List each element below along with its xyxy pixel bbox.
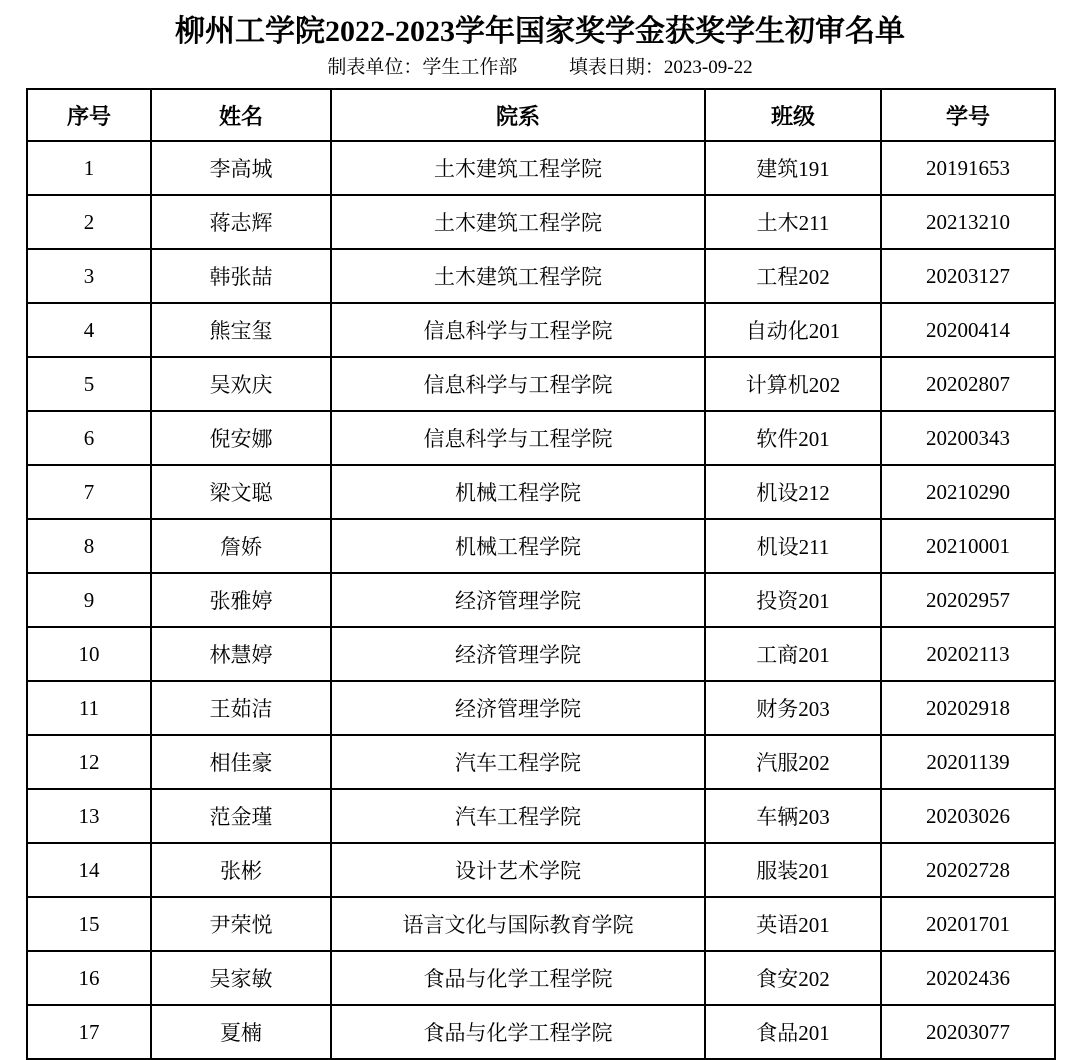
cell-name: 倪安娜 xyxy=(151,411,331,465)
cell-student-id: 20203127 xyxy=(881,249,1055,303)
cell-class: 英语201 xyxy=(705,897,881,951)
cell-department: 汽车工程学院 xyxy=(331,789,705,843)
table-row xyxy=(27,357,1055,411)
table-row xyxy=(27,897,1055,951)
award-roster-table xyxy=(26,88,1056,1060)
cell-name: 吴家敏 xyxy=(151,951,331,1005)
cell-student-id: 20201139 xyxy=(881,735,1055,789)
cell-student-id: 20203026 xyxy=(881,789,1055,843)
table-row xyxy=(27,789,1055,843)
cell-class: 投资201 xyxy=(705,573,881,627)
cell-student-id: 20200343 xyxy=(881,411,1055,465)
table-row xyxy=(27,573,1055,627)
table-header xyxy=(27,89,1055,141)
cell-class: 建筑191 xyxy=(705,141,881,195)
cell-department: 汽车工程学院 xyxy=(331,735,705,789)
table-body xyxy=(27,141,1055,1059)
cell-index: 6 xyxy=(27,411,151,465)
table-row xyxy=(27,1005,1055,1059)
table-row xyxy=(27,735,1055,789)
table-row xyxy=(27,303,1055,357)
cell-department: 土木建筑工程学院 xyxy=(331,195,705,249)
cell-class: 服装201 xyxy=(705,843,881,897)
cell-name: 梁文聪 xyxy=(151,465,331,519)
cell-index: 5 xyxy=(27,357,151,411)
cell-name: 李高城 xyxy=(151,141,331,195)
cell-index: 9 xyxy=(27,573,151,627)
cell-student-id: 20202436 xyxy=(881,951,1055,1005)
cell-index: 4 xyxy=(27,303,151,357)
cell-name: 范金瑾 xyxy=(151,789,331,843)
cell-name: 张彬 xyxy=(151,843,331,897)
cell-class: 机设211 xyxy=(705,519,881,573)
cell-name: 尹荣悦 xyxy=(151,897,331,951)
document-meta xyxy=(26,54,1054,82)
cell-student-id: 20203077 xyxy=(881,1005,1055,1059)
cell-student-id: 20210290 xyxy=(881,465,1055,519)
cell-class: 土木211 xyxy=(705,195,881,249)
cell-index: 15 xyxy=(27,897,151,951)
cell-student-id: 20202113 xyxy=(881,627,1055,681)
column-header-student-id: 学号 xyxy=(881,89,1055,141)
cell-name: 夏楠 xyxy=(151,1005,331,1059)
cell-department: 土木建筑工程学院 xyxy=(331,141,705,195)
cell-student-id: 20202957 xyxy=(881,573,1055,627)
cell-class: 食品201 xyxy=(705,1005,881,1059)
table-row xyxy=(27,951,1055,1005)
cell-department: 语言文化与国际教育学院 xyxy=(331,897,705,951)
cell-department: 经济管理学院 xyxy=(331,627,705,681)
table-row xyxy=(27,249,1055,303)
cell-department: 信息科学与工程学院 xyxy=(331,357,705,411)
table-row xyxy=(27,411,1055,465)
column-header-class: 班级 xyxy=(705,89,881,141)
cell-department: 机械工程学院 xyxy=(331,465,705,519)
cell-department: 食品与化学工程学院 xyxy=(331,1005,705,1059)
cell-name: 相佳豪 xyxy=(151,735,331,789)
page-title: 柳州工学院2022-2023学年国家奖学金获奖学生初审名单 xyxy=(175,15,905,48)
cell-department: 经济管理学院 xyxy=(331,681,705,735)
cell-student-id: 20202918 xyxy=(881,681,1055,735)
cell-department: 信息科学与工程学院 xyxy=(331,411,705,465)
table-row xyxy=(27,141,1055,195)
cell-name: 韩张喆 xyxy=(151,249,331,303)
cell-name: 熊宝玺 xyxy=(151,303,331,357)
cell-class: 工程202 xyxy=(705,249,881,303)
cell-class: 食安202 xyxy=(705,951,881,1005)
column-header-index: 序号 xyxy=(27,89,151,141)
cell-index: 14 xyxy=(27,843,151,897)
meta-unit: 制表单位：学生工作部 xyxy=(327,57,518,78)
cell-student-id: 20210001 xyxy=(881,519,1055,573)
cell-student-id: 20202807 xyxy=(881,357,1055,411)
cell-student-id: 20201701 xyxy=(881,897,1055,951)
cell-class: 汽服202 xyxy=(705,735,881,789)
cell-student-id: 20213210 xyxy=(881,195,1055,249)
cell-index: 2 xyxy=(27,195,151,249)
cell-index: 13 xyxy=(27,789,151,843)
cell-department: 设计艺术学院 xyxy=(331,843,705,897)
table-row xyxy=(27,195,1055,249)
cell-name: 张雅婷 xyxy=(151,573,331,627)
cell-student-id: 20200414 xyxy=(881,303,1055,357)
table-row xyxy=(27,519,1055,573)
cell-name: 吴欢庆 xyxy=(151,357,331,411)
cell-department: 土木建筑工程学院 xyxy=(331,249,705,303)
column-header-name: 姓名 xyxy=(151,89,331,141)
cell-student-id: 20202728 xyxy=(881,843,1055,897)
meta-date: 填表日期：2023-09-22 xyxy=(568,57,753,78)
cell-class: 机设212 xyxy=(705,465,881,519)
cell-department: 机械工程学院 xyxy=(331,519,705,573)
table-row xyxy=(27,465,1055,519)
cell-index: 7 xyxy=(27,465,151,519)
cell-name: 林慧婷 xyxy=(151,627,331,681)
table-row xyxy=(27,627,1055,681)
cell-department: 经济管理学院 xyxy=(331,573,705,627)
cell-class: 自动化201 xyxy=(705,303,881,357)
cell-index: 17 xyxy=(27,1005,151,1059)
cell-department: 信息科学与工程学院 xyxy=(331,303,705,357)
cell-department: 食品与化学工程学院 xyxy=(331,951,705,1005)
cell-class: 车辆203 xyxy=(705,789,881,843)
cell-student-id: 20191653 xyxy=(881,141,1055,195)
cell-class: 软件201 xyxy=(705,411,881,465)
cell-index: 1 xyxy=(27,141,151,195)
cell-index: 3 xyxy=(27,249,151,303)
cell-class: 工商201 xyxy=(705,627,881,681)
cell-name: 詹娇 xyxy=(151,519,331,573)
table-row xyxy=(27,681,1055,735)
cell-class: 计算机202 xyxy=(705,357,881,411)
column-header-department: 院系 xyxy=(331,89,705,141)
cell-index: 12 xyxy=(27,735,151,789)
table-header-row xyxy=(27,89,1055,141)
cell-index: 16 xyxy=(27,951,151,1005)
cell-index: 10 xyxy=(27,627,151,681)
table-row xyxy=(27,843,1055,897)
cell-index: 11 xyxy=(27,681,151,735)
cell-name: 王茹洁 xyxy=(151,681,331,735)
cell-index: 8 xyxy=(27,519,151,573)
cell-class: 财务203 xyxy=(705,681,881,735)
cell-name: 蒋志辉 xyxy=(151,195,331,249)
